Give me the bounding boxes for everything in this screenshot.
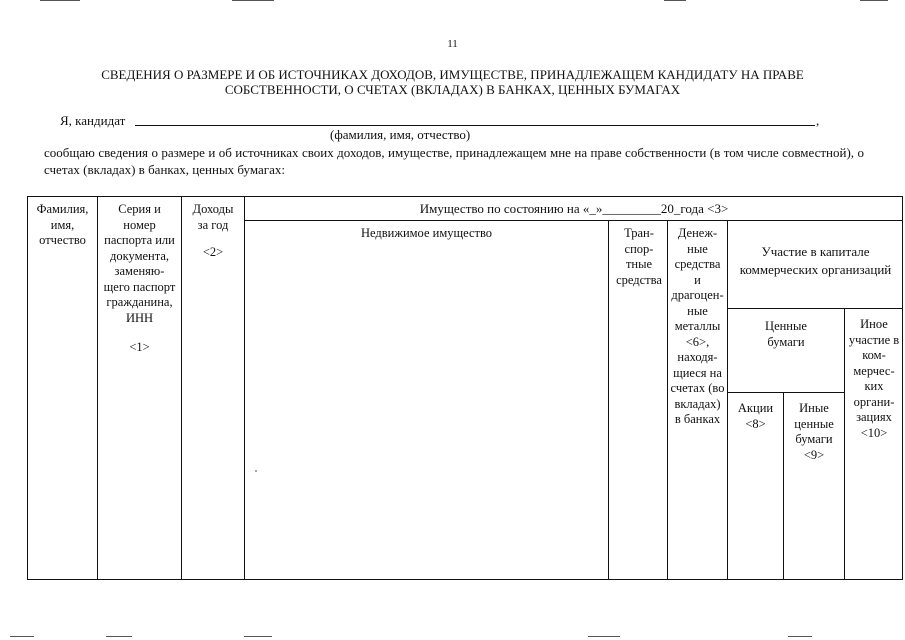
scan-mark-bottom-1 [10,636,34,637]
column-real-estate [244,220,608,580]
column-securities-label: Ценные бумаги [765,319,807,349]
column-transport [608,220,667,580]
column-document-label: Серия и номер паспорта или документа, заменяю-щего паспорт гражданина, ИНН [103,202,176,325]
scan-mark-top-2 [232,0,274,1]
candidate-field-hint: (фамилия, имя, отчество) [330,127,471,142]
column-full-name [27,196,97,580]
column-cash [667,220,727,580]
intro-paragraph: сообщаю сведения о размере и об источниках своих доходов, имуществе, принадлежащем мне на праве собственности (в том числе совместной), о счетах (вкладах) в банках, ценных бумагах: [44,145,864,177]
candidate-name-field[interactable] [135,125,815,126]
property-header: Имущество по состоянию на «_»_________20_года <3> [244,196,903,220]
column-shares-label: Акции <8> [737,401,774,431]
column-income-label: Доходы за год [192,202,234,232]
title-line-1: СВЕДЕНИЯ О РАЗМЕРЕ И ОБ ИСТОЧНИКАХ ДОХОДОВ, ИМУЩЕСТВЕ, ПРИНАДЛЕЖАЩЕМ КАНДИДАТУ НА ПРАВЕ [101,67,804,82]
scan-mark-top-3 [664,0,686,1]
column-document [97,196,181,580]
candidate-label: Я, кандидат [60,113,126,128]
page-number: 11 [447,38,458,50]
column-income-note: <2> [202,245,224,259]
column-securities [727,308,844,392]
document-title [40,67,865,97]
column-income [181,196,244,580]
column-transport-label: Тран-спор-тные средства [616,226,662,287]
column-shares [727,392,783,580]
scan-mark-bottom-5 [788,636,812,637]
scan-mark-top-1 [40,0,80,1]
participation-header-label: Участие в капитале коммерческих организаций [739,244,892,277]
column-other-participation [844,308,903,580]
scan-mark-bottom-2 [106,636,132,637]
column-full-name-label: Фамилия, имя, отчество [36,202,89,247]
column-cash-label: Денеж-ные средства и драгоцен-ные металлы <6>, находя-щиеся на счетах (во вкладах) в банках [670,226,725,426]
scan-mark-bottom-4 [588,636,620,637]
scan-speck [255,470,257,472]
column-document-note: <1> [129,340,150,354]
column-other-participation-label: Иное участие в ком-мерчес-ких органи-зациях <10> [848,317,900,440]
candidate-comma: , [816,113,820,128]
declaration-table [27,196,903,580]
scan-mark-top-4 [860,0,888,1]
title-line-2: СОБСТВЕННОСТИ, О СЧЕТАХ (ВКЛАДАХ) В БАНКАХ, ЦЕННЫХ БУМАГАХ [224,82,681,97]
column-real-estate-label: Недвижимое имущество [360,226,493,240]
scan-mark-bottom-3 [244,636,272,637]
column-other-securities-label: Иные ценные бумаги <9> [794,401,834,462]
column-other-securities [783,392,844,580]
participation-header [727,220,903,308]
